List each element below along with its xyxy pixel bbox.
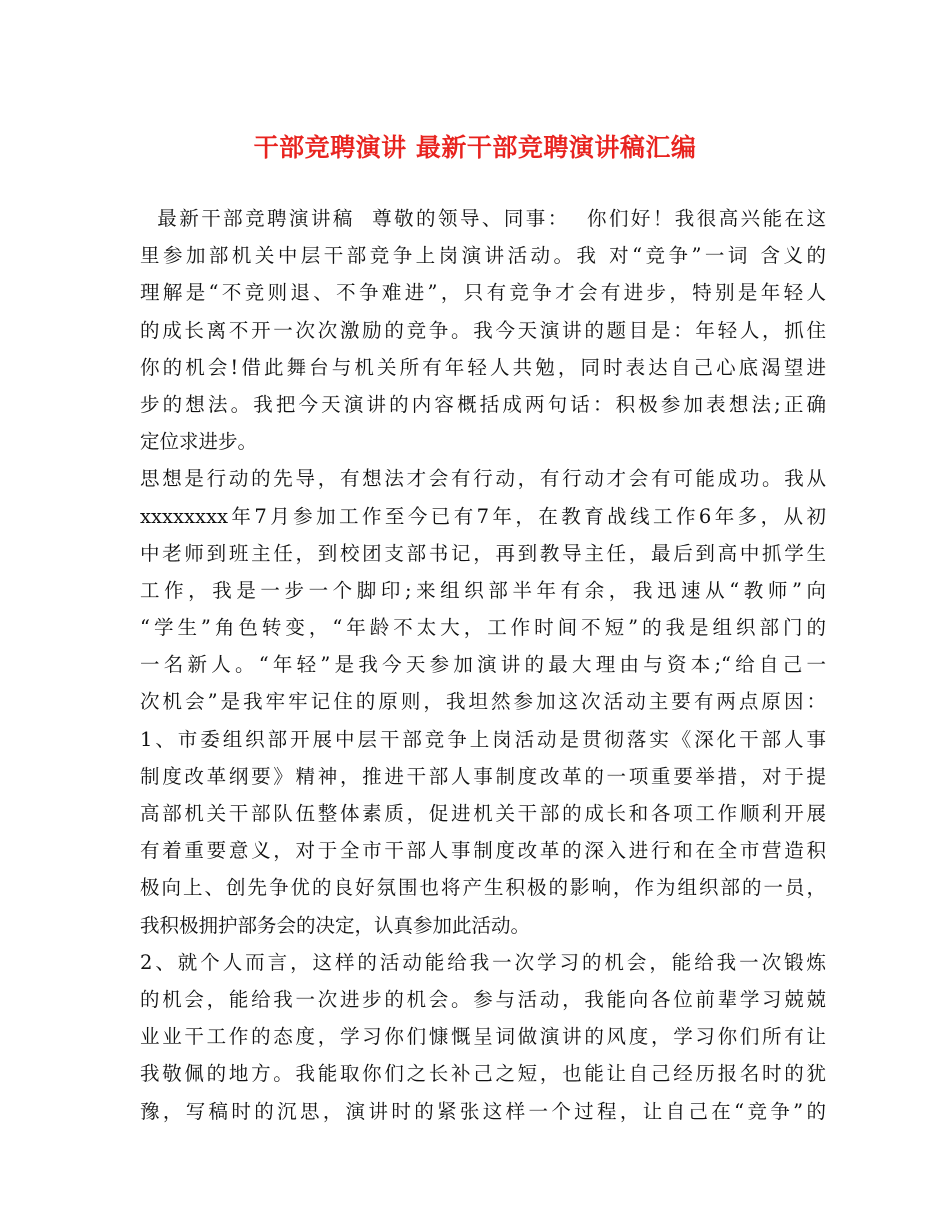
body-line: 制度改革纲要》精神，推进干部人事制度改革的一项重要举措，对于提 xyxy=(140,764,826,788)
document-body xyxy=(140,200,826,1130)
body-line: 步的想法。我把今天演讲的内容概括成两句话：积极参加表想法;正确 xyxy=(140,392,826,416)
body-line: 1、市委组织部开展中层干部竞争上岗活动是贯彻落实《深化干部人事 xyxy=(140,727,826,751)
body-line: 工作，我是一步一个脚印;来组织部半年有余，我迅速从“教师”向 xyxy=(140,578,826,602)
body-line: 有着重要意义，对于全市干部人事制度改革的深入进行和在全市营造积 xyxy=(140,839,826,863)
document-title: 干部竞聘演讲 最新干部竞聘演讲稿汇编 xyxy=(253,133,697,162)
body-line: 最新干部竞聘演讲稿 尊敬的领导、同事： 你们好！我很高兴能在这 xyxy=(140,207,826,230)
body-line: 定位求进步。 xyxy=(140,430,258,454)
body-line: xxxxxxxx年7月参加工作至今已有7年，在教育战线工作6年多，从初 xyxy=(140,504,826,528)
body-line: 次机会”是我牢牢记住的原则，我坦然参加这次活动主要有两点原因： xyxy=(140,690,826,714)
body-line: 2、就个人而言，这样的活动能给我一次学习的机会，能给我一次锻炼 xyxy=(140,950,826,974)
body-line: 你的机会!借此舞台与机关所有年轻人共勉，同时表达自己心底渴望进 xyxy=(140,355,826,379)
body-line: 思想是行动的先导，有想法才会有行动，有行动才会有可能成功。我从 xyxy=(140,467,826,491)
body-line: 里参加部机关中层干部竞争上岗演讲活动。我 对“竞争”一词 含义的 xyxy=(140,244,826,268)
body-line: 高部机关干部队伍整体素质，促进机关干部的成长和各项工作顺利开展 xyxy=(140,802,826,825)
body-line: 我敬佩的地方。我能取你们之长补己之短，也能让自己经历报名时的犹 xyxy=(140,1062,826,1086)
body-line: 一名新人。“年轻”是我今天参加演讲的最大理由与资本;“给自己一 xyxy=(140,653,826,677)
body-line: 理解是“不竞则退、不争难进”，只有竞争才会有进步，特别是年轻人 xyxy=(140,281,826,305)
body-line: 的机会，能给我一次进步的机会。参与活动，我能向各位前辈学习兢兢 xyxy=(140,987,826,1011)
body-line: 中老师到班主任，到校团支部书记，再到教导主任，最后到高中抓学生 xyxy=(140,541,826,565)
body-line: 豫，写稿时的沉思，演讲时的紧张这样一个过程，让自己在“竞争”的 xyxy=(140,1099,826,1123)
body-line: “学生”角色转变，“年龄不太大，工作时间不短”的我是组织部门的 xyxy=(140,616,826,640)
body-line: 我积极拥护部务会的决定，认真参加此活动。 xyxy=(140,913,531,937)
body-line: 极向上、创先争优的良好氛围也将产生积极的影响，作为组织部的一员， xyxy=(140,876,826,900)
body-line: 的成长离不开一次次激励的竞争。我今天演讲的题目是：年轻人，抓住 xyxy=(140,318,826,342)
body-line: 业业干工作的态度，学习你们慷慨呈词做演讲的风度，学习你们所有让 xyxy=(140,1025,826,1049)
